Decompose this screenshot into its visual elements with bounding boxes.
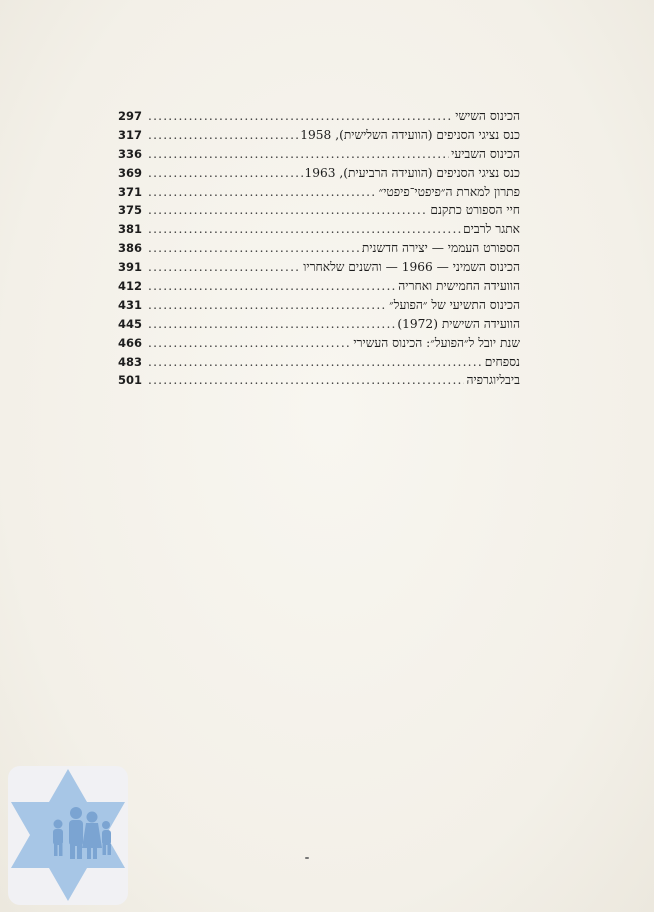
toc-entry-title: הכינוס התשיעי של ״הפועל״ xyxy=(389,297,520,312)
toc-entry-page: 483 xyxy=(118,354,143,369)
dot-leader xyxy=(148,353,483,372)
dot-leader xyxy=(148,220,461,239)
toc-entry-title: הכינוס השמיני — 1966 — והשנים שלאחריו xyxy=(303,260,520,275)
toc-entry[interactable] xyxy=(118,145,520,164)
toc-entry-title: הוועידה החמישית ואחריה xyxy=(398,279,520,294)
toc-entry-page: 466 xyxy=(118,335,143,350)
toc-entry-page: 336 xyxy=(118,146,143,161)
toc-entry-title: כנס נציגי הסניפים (הוועידה הרביעית), 1963 xyxy=(304,165,520,180)
toc-entry-title: הוועידה השישית (1972) xyxy=(397,316,520,331)
star-of-david-family-icon xyxy=(8,766,128,905)
toc-entry-title: הכינוס השביעי xyxy=(451,146,520,161)
dot-leader xyxy=(148,315,395,334)
toc-entry[interactable] xyxy=(118,126,520,145)
dot-leader xyxy=(148,277,396,296)
toc-entry[interactable] xyxy=(118,220,520,239)
toc-entry-title: פתרון למארת ה״פיפטי־פיפטי״ xyxy=(378,184,520,199)
toc-entry-title: הספורט העממי — יצירה חדשנית xyxy=(361,241,520,256)
dot-leader xyxy=(148,334,351,353)
toc-entry[interactable] xyxy=(118,296,520,315)
dot-leader xyxy=(148,107,453,126)
toc-entry-page: 381 xyxy=(118,222,143,237)
toc-entry-title: הכינוס השישי xyxy=(455,109,520,123)
toc-entry[interactable] xyxy=(118,201,520,220)
toc-entry-page: 501 xyxy=(118,373,143,388)
watermark-logo-svg xyxy=(8,766,128,905)
toc-entry[interactable] xyxy=(118,315,520,334)
dot-leader xyxy=(148,239,360,258)
toc-entry-title: חיי הספורט כתקנם xyxy=(430,203,520,218)
toc-entry-page: 371 xyxy=(118,184,143,199)
toc-entry-title: ביבליוגרפיה xyxy=(466,373,520,388)
toc-entry[interactable] xyxy=(118,371,520,390)
dot-leader xyxy=(148,371,464,390)
toc-entry-page: 445 xyxy=(118,316,143,331)
dot-leader xyxy=(148,145,449,164)
toc-entry[interactable] xyxy=(118,239,520,258)
dot-leader xyxy=(148,296,387,315)
toc-entry-page: 375 xyxy=(118,203,143,218)
dot-leader xyxy=(148,201,428,220)
paper-speck xyxy=(305,857,309,859)
toc-entry-page: 297 xyxy=(118,109,143,123)
toc-entry[interactable] xyxy=(118,183,520,202)
toc-entry-title: כנס נציגי הסניפים (הוועידה השלישית), 1958 xyxy=(300,127,520,142)
dot-leader xyxy=(148,164,303,183)
toc-entry[interactable] xyxy=(118,334,520,353)
toc-entry-page: 386 xyxy=(118,241,143,256)
toc-entry-page: 317 xyxy=(118,127,143,142)
toc-entry-page: 431 xyxy=(118,297,143,312)
table-of-contents xyxy=(118,107,520,390)
dot-leader xyxy=(148,183,377,202)
toc-entry[interactable] xyxy=(118,164,520,183)
toc-entry-title: אתגר לרבים xyxy=(463,222,520,237)
toc-entry-page: 391 xyxy=(118,260,143,275)
dot-leader xyxy=(148,258,301,277)
dot-leader xyxy=(148,126,298,145)
toc-entry-title: שנת יובל ל״הפועל״: הכינוס העשירי xyxy=(353,335,520,350)
toc-entry-title: נספחים xyxy=(484,354,520,369)
toc-entry-page: 369 xyxy=(118,165,143,180)
toc-entry[interactable] xyxy=(118,107,520,126)
toc-entry-page: 412 xyxy=(118,279,143,294)
toc-entry[interactable] xyxy=(118,353,520,372)
toc-entry[interactable] xyxy=(118,277,520,296)
toc-entry[interactable] xyxy=(118,258,520,277)
